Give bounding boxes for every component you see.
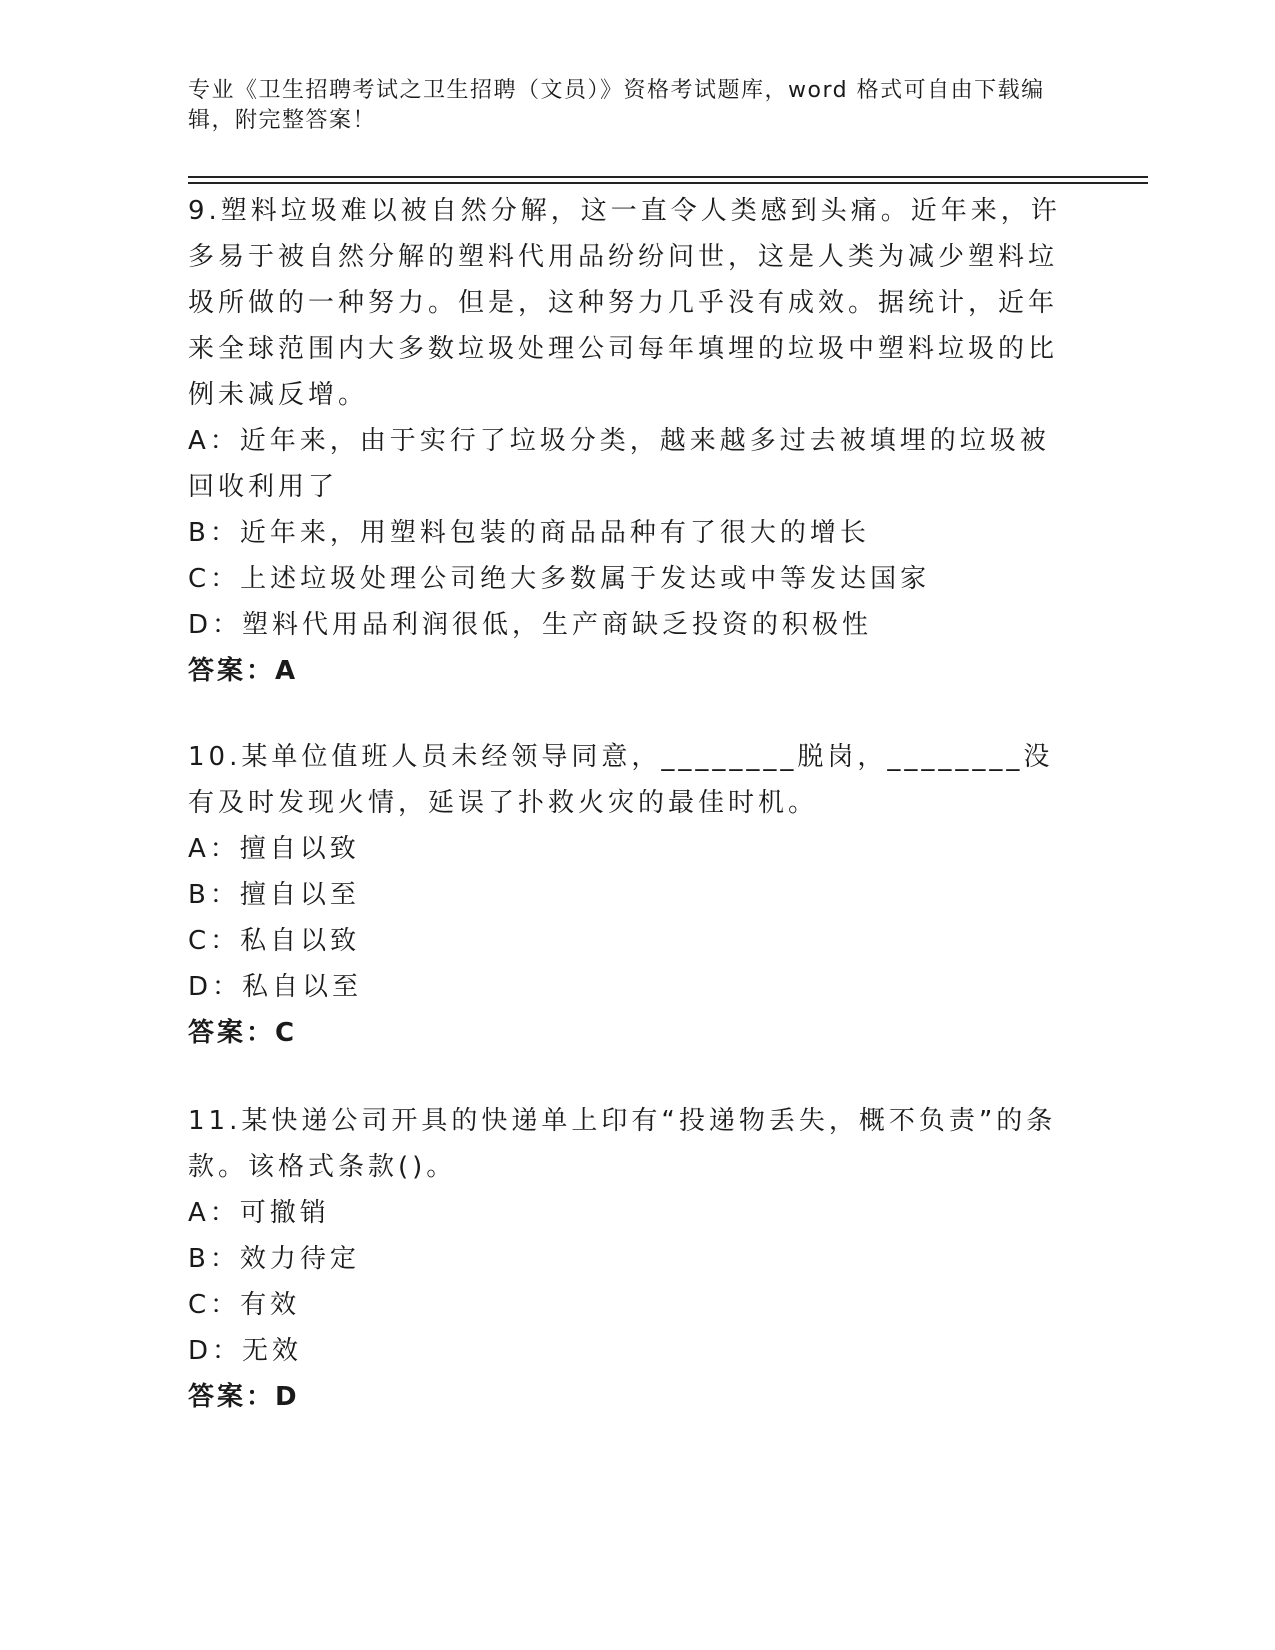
question-stem: 10.某单位值班人员未经领导同意，________脱岗，________没有及时发现火情，延误了扑救火灾的最佳时机。: [188, 742, 1054, 818]
question-10: [188, 734, 1078, 1056]
option-a: A：擅自以致: [188, 834, 360, 864]
option-a: A：可撤销: [188, 1198, 330, 1228]
option-b: B：近年来，用塑料包装的商品品种有了很大的增长: [188, 518, 870, 548]
answer: 答案：D: [188, 1382, 300, 1412]
question-11: [188, 1098, 1078, 1420]
answer: 答案：C: [188, 1018, 298, 1048]
question-stem: 9.塑料垃圾难以被自然分解，这一直令人类感到头痛。近年来，许多易于被自然分解的塑料代用品纷纷问世，这是人类为减少塑料垃圾所做的一种努力。但是，这种努力几乎没有成效。据统计，近年来全球范围内大多数垃圾处理公司每年填埋的垃圾中塑料垃圾的比例未减反增。: [188, 196, 1061, 410]
option-a: A：近年来，由于实行了垃圾分类，越来越多过去被填埋的垃圾被回收利用了: [188, 426, 1050, 502]
header-divider-top: [188, 176, 1148, 178]
option-b: B：擅自以至: [188, 880, 360, 910]
option-c: C：私自以致: [188, 926, 361, 956]
question-stem: 11.某快递公司开具的快递单上印有“投递物丢失，概不负责”的条款。该格式条款()。: [188, 1106, 1057, 1182]
option-b: B：效力待定: [188, 1244, 360, 1274]
answer: 答案：A: [188, 656, 299, 686]
document-header: 专业《卫生招聘考试之卫生招聘（文员）》资格考试题库，word 格式可自由下载编辑，附完整答案！: [188, 78, 1045, 133]
option-d: D：塑料代用品利润很低，生产商缺乏投资的积极性: [188, 610, 873, 640]
question-9: [188, 188, 1078, 694]
header-divider-bottom: [188, 182, 1148, 184]
option-c: C：有效: [188, 1290, 301, 1320]
option-c: C：上述垃圾处理公司绝大多数属于发达或中等发达国家: [188, 564, 931, 594]
option-d: D：私自以至: [188, 972, 363, 1002]
option-d: D：无效: [188, 1336, 303, 1366]
